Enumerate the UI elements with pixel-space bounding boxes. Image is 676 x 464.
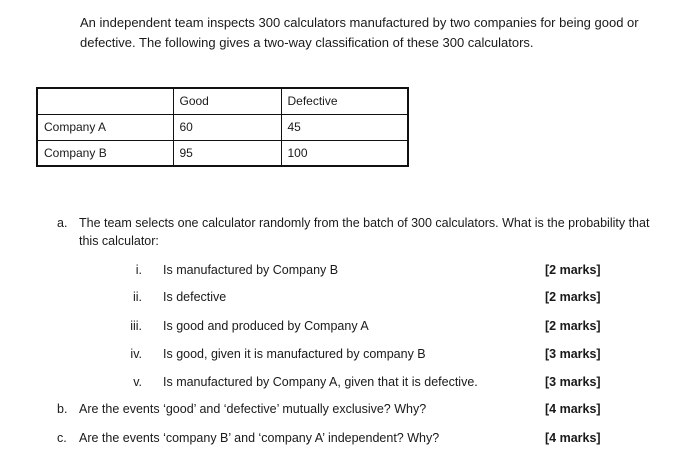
sub-question-number: iii.	[130, 319, 142, 333]
question-text: Are the events ‘good’ and ‘defective’ mutually exclusive? Why?	[79, 402, 427, 416]
table-header-cell: Defective	[281, 88, 408, 114]
marks-label: [2 marks]	[545, 290, 601, 304]
table-cell: 100	[281, 140, 408, 166]
sub-question-number: iv.	[130, 347, 142, 361]
table-header-cell	[37, 88, 173, 114]
question-text: The team selects one calculator randomly from the batch of 300 calculators. What is the probability that this calculator:	[79, 216, 650, 248]
marks-label: [2 marks]	[545, 319, 601, 333]
question-text: Are the events ‘company B’ and ‘company A’ independent? Why?	[79, 431, 440, 445]
table-cell: 60	[173, 114, 281, 140]
table-row	[37, 114, 408, 140]
table-header-row	[37, 88, 408, 114]
sub-question-number: i.	[135, 263, 142, 277]
marks-label: [3 marks]	[545, 347, 601, 361]
sub-question-number: v.	[133, 375, 142, 389]
table-cell: Company A	[37, 114, 173, 140]
question-letter: c.	[57, 431, 67, 445]
sub-question-text: Is good and produced by Company A	[163, 319, 369, 333]
sub-question-text: Is good, given it is manufactured by company B	[163, 347, 426, 361]
marks-label: [2 marks]	[545, 263, 601, 277]
question-letter: a.	[57, 216, 68, 230]
two-way-table	[36, 87, 409, 167]
table-cell: 45	[281, 114, 408, 140]
table-row	[37, 140, 408, 166]
table-cell: Company B	[37, 140, 173, 166]
sub-question-text: Is defective	[163, 290, 227, 304]
sub-question-text: Is manufactured by Company A, given that it is defective.	[163, 375, 478, 389]
question-letter: b.	[57, 402, 68, 416]
table-cell: 95	[173, 140, 281, 166]
marks-label: [4 marks]	[545, 431, 601, 445]
sub-question-number: ii.	[132, 290, 142, 304]
table-header-cell: Good	[173, 88, 281, 114]
intro-paragraph: An independent team inspects 300 calculators manufactured by two companies for being good or defective. The following gives a two-way classification of these 300 calculators.	[80, 15, 639, 50]
sub-question-text: Is manufactured by Company B	[163, 263, 339, 277]
marks-label: [4 marks]	[545, 402, 601, 416]
marks-label: [3 marks]	[545, 375, 601, 389]
